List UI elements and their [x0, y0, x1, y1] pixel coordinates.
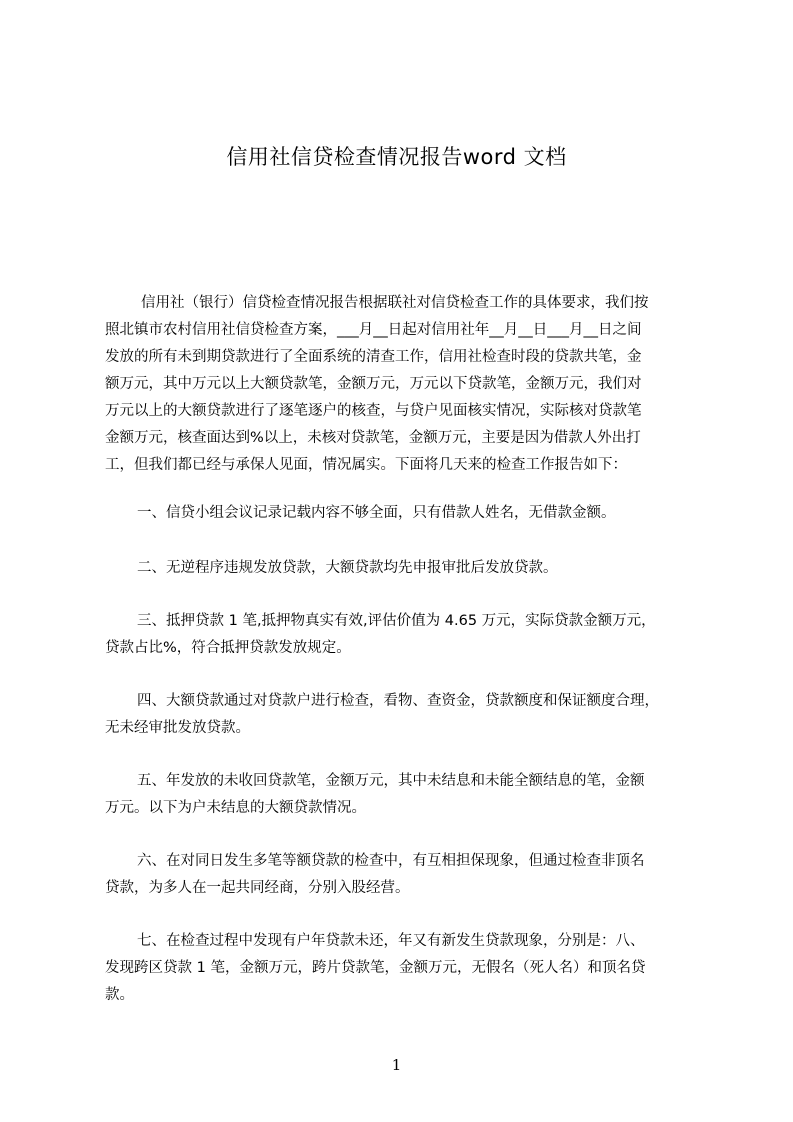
item-2: [105, 555, 717, 582]
item-line: 六、在对同日发生多笔等额贷款的检查中，有互相担保现象，但通过检查非顶名: [137, 853, 645, 869]
item-6: [105, 848, 717, 902]
item-line: 贷款，为多人在一起共同经商，分别入股经营。: [105, 880, 410, 896]
item-line: 七、在检查过程中发现有户年贷款未还，年又有新发生贷款现象，分别是：八、: [137, 933, 645, 949]
intro-line: 万元以上的大额贷款进行了逐笔逐户的核查，与贷户见面核实情况，实际核对贷款笔: [105, 403, 642, 419]
item-4: [105, 688, 717, 742]
intro-line: 金额万元，核查面达到%以上，未核对贷款笔，金额万元，主要是因为借款人外出打: [105, 430, 641, 446]
item-1: [105, 500, 717, 527]
item-line: 三、抵押贷款 1 笔,抵押物真实有效,评估价值为 4.65 万元，实际贷款金额万元，: [137, 613, 656, 629]
intro-line: 照北镇市农村信用社信贷检查方案，___月__日起对信用社年__月__日___月__日之间: [105, 322, 642, 338]
item-line: 贷款占比%，符合抵押贷款发放规定。: [105, 640, 351, 656]
item-line: 二、无逆程序违规发放贷款，大额贷款均先申报审批后发放贷款。: [137, 560, 558, 576]
page-number: 1: [391, 1056, 402, 1074]
intro-line: 信用社（银行）信贷检查情况报告根据联社对信贷检查工作的具体要求，我们按: [141, 295, 649, 311]
intro-line: 工，但我们都已经与承保人见面，情况属实。下面将几天来的检查工作报告如下：: [105, 457, 627, 473]
item-7: [105, 928, 717, 1009]
intro-line: 发放的所有未到期贷款进行了全面系统的清查工作，信用社检查时段的贷款共笔，金: [105, 349, 642, 365]
intro-paragraph: [105, 290, 698, 479]
document-title: 信用社信贷检查情况报告word 文档: [226, 145, 567, 169]
item-line: 发现跨区贷款 1 笔，金额万元，跨片贷款笔，金额万元，无假名（死人名）和顶名贷: [105, 960, 646, 976]
item-line: 一、信贷小组会议记录记载内容不够全面，只有借款人姓名，无借款金额。: [137, 505, 616, 521]
item-3: [105, 608, 717, 662]
item-line: 五、年发放的未收回贷款笔，金额万元，其中未结息和未能全额结息的笔，金额: [137, 773, 645, 789]
item-line: 无未经审批发放贷款。: [105, 720, 250, 736]
item-line: 万元。以下为户未结息的大额贷款情况。: [105, 800, 366, 816]
item-5: [105, 768, 717, 822]
item-line: 款。: [105, 987, 134, 1003]
intro-line: 额万元，其中万元以上大额贷款笔，金额万元，万元以下贷款笔，金额万元，我们对: [105, 376, 642, 392]
item-line: 四、大额贷款通过对贷款户进行检查，看物、查资金，贷款额度和保证额度合理，: [137, 693, 659, 709]
